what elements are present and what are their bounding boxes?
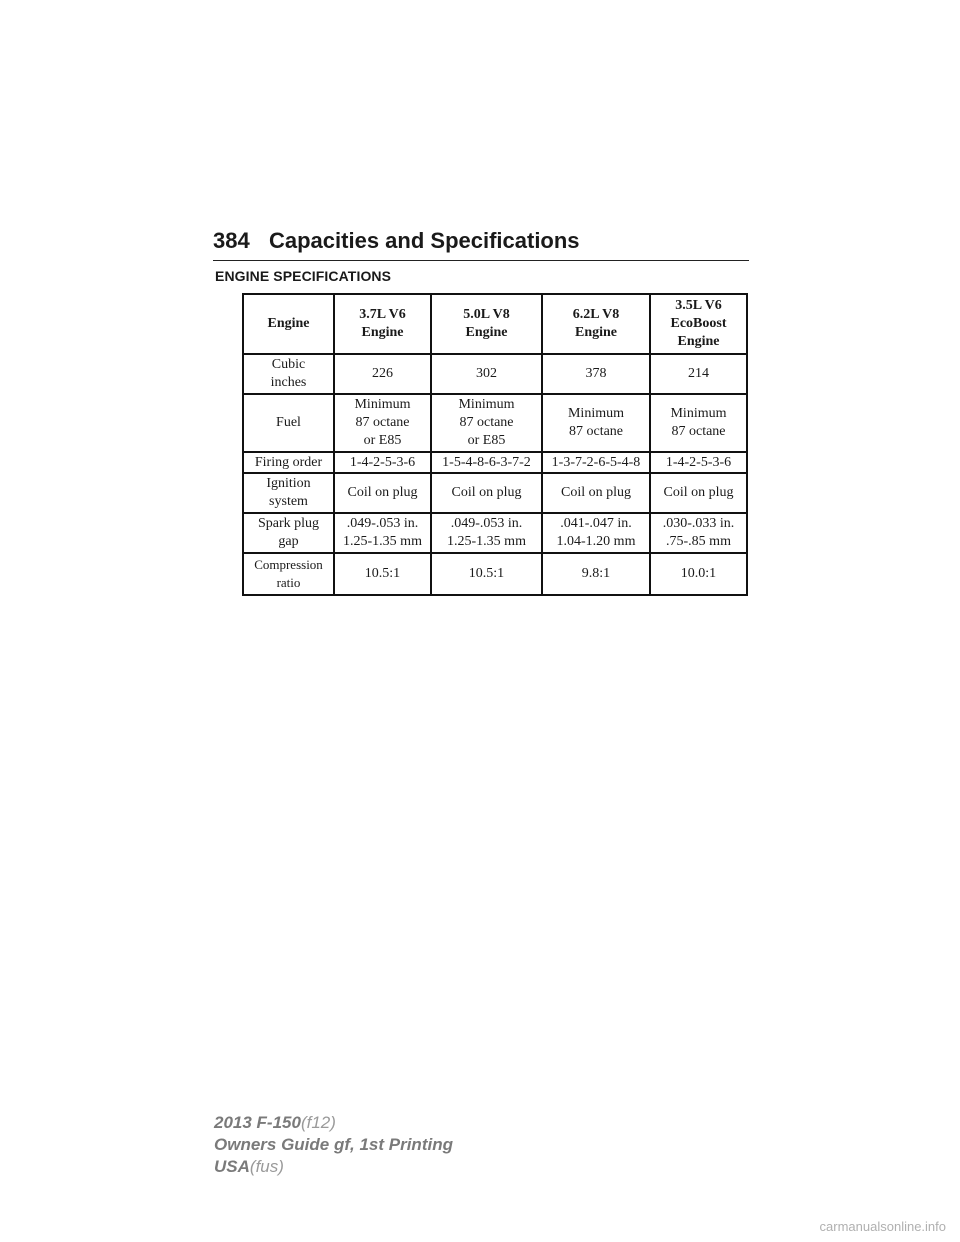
row-label: Cubic inches — [243, 354, 334, 394]
watermark: carmanualsonline.info — [819, 1219, 946, 1234]
table-cell: 1-5-4-8-6-3-7-2 — [431, 452, 542, 473]
column-header: 3.5L V6 EcoBoost Engine — [650, 294, 747, 354]
row-label: Ignition system — [243, 473, 334, 513]
table-cell: 10.5:1 — [431, 553, 542, 595]
engine-specifications-table — [242, 293, 748, 596]
table-cell: .041-.047 in. 1.04-1.20 mm — [542, 513, 650, 553]
table-row — [243, 394, 747, 452]
table-cell: .049-.053 in. 1.25-1.35 mm — [334, 513, 431, 553]
table-cell: Minimum 87 octane — [650, 394, 747, 452]
table-cell: .049-.053 in. 1.25-1.35 mm — [431, 513, 542, 553]
section-heading: ENGINE SPECIFICATIONS — [215, 268, 392, 284]
footer-region: USA — [214, 1157, 250, 1176]
table-cell: 214 — [650, 354, 747, 394]
column-header: Engine — [243, 294, 334, 354]
table-row — [243, 553, 747, 595]
table-cell: 9.8:1 — [542, 553, 650, 595]
table-cell: 1-4-2-5-3-6 — [334, 452, 431, 473]
table-cell: 1-3-7-2-6-5-4-8 — [542, 452, 650, 473]
column-header: 5.0L V8 Engine — [431, 294, 542, 354]
table-cell: Coil on plug — [431, 473, 542, 513]
footer-line-region — [214, 1156, 453, 1178]
row-label: Spark plug gap — [243, 513, 334, 553]
footer-printing: Owners Guide gf, 1st Printing — [214, 1135, 453, 1154]
table-cell: 226 — [334, 354, 431, 394]
footer-line-model — [214, 1112, 453, 1134]
table-cell: Coil on plug — [334, 473, 431, 513]
footer-line-printing — [214, 1134, 453, 1156]
table-row — [243, 473, 747, 513]
table-cell: .030-.033 in. .75-.85 mm — [650, 513, 747, 553]
print-footer — [214, 1112, 453, 1178]
table-cell: 1-4-2-5-3-6 — [650, 452, 747, 473]
column-header: 6.2L V8 Engine — [542, 294, 650, 354]
table-cell: Minimum 87 octane or E85 — [431, 394, 542, 452]
table-row — [243, 513, 747, 553]
table-cell: 10.0:1 — [650, 553, 747, 595]
table-cell: Coil on plug — [650, 473, 747, 513]
chapter-title: Capacities and Specifications — [269, 228, 580, 253]
table-cell: Coil on plug — [542, 473, 650, 513]
table-cell: Minimum 87 octane — [542, 394, 650, 452]
footer-model-code: (f12) — [300, 1113, 336, 1132]
row-label: Fuel — [243, 394, 334, 452]
row-label: Firing order — [243, 452, 334, 473]
column-header: 3.7L V6 Engine — [334, 294, 431, 354]
row-label: Compression ratio — [243, 553, 334, 595]
footer-model: 2013 F-150 — [214, 1113, 301, 1132]
table-row — [243, 452, 747, 473]
table-row — [243, 354, 747, 394]
table-cell: 302 — [431, 354, 542, 394]
table-cell: Minimum 87 octane or E85 — [334, 394, 431, 452]
page-number: 384 — [213, 228, 250, 253]
table-header-row — [243, 294, 747, 354]
table-cell: 378 — [542, 354, 650, 394]
table-cell: 10.5:1 — [334, 553, 431, 595]
page-header — [213, 226, 749, 261]
footer-region-code: (fus) — [249, 1157, 284, 1176]
